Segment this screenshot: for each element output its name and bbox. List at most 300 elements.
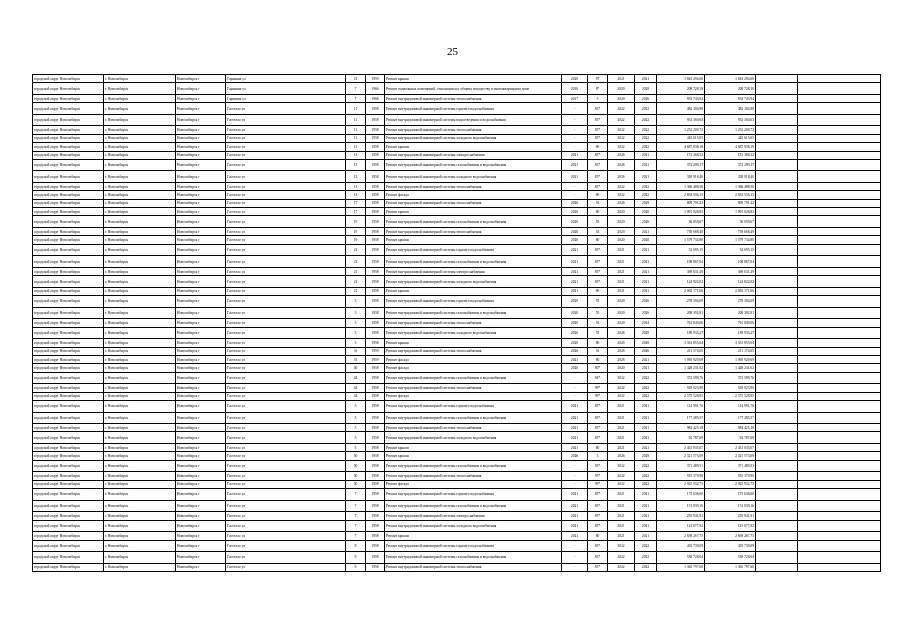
empty-cell	[756, 480, 798, 488]
empty-cell	[798, 296, 881, 308]
plan-end-year-cell: 2021	[635, 355, 657, 363]
city-cell: Новосибирск г	[176, 372, 226, 384]
house-number-cell: 50	[346, 480, 366, 488]
empty-cell	[798, 103, 881, 115]
street-cell: Гастелло ул	[226, 126, 346, 134]
table-row	[33, 287, 881, 295]
last-repair-year-cell: 2020	[562, 216, 588, 228]
total-cost-cell: 2 321 573,09	[705, 452, 756, 460]
wear-cell: 33	[588, 228, 608, 236]
district-cell: городской округ Новосибирск	[33, 339, 104, 347]
city-cell: Новосибирск г	[176, 199, 226, 207]
house-number-cell: 7	[346, 532, 366, 540]
cost-cell: 124 822,02	[657, 276, 705, 288]
plan-start-year-cell: 2020	[608, 236, 635, 244]
year-built-cell: 1966	[366, 83, 385, 95]
settlement-cell: г. Новосибирск	[104, 452, 176, 460]
wear-cell: 80	[588, 532, 608, 540]
work-type-cell: Ремонт внутридомовой инженерной системы горячего водоснабжения	[385, 244, 562, 256]
street-cell: Гастелло ул	[226, 412, 346, 424]
wear-cell: 85*	[588, 244, 608, 256]
empty-cell	[798, 114, 881, 126]
plan-start-year-cell: 2020	[608, 83, 635, 95]
cost-cell: 52 695,15	[657, 244, 705, 256]
empty-cell	[798, 540, 881, 552]
district-cell: городской округ Новосибирск	[33, 392, 104, 400]
plan-start-year-cell: 2021	[608, 276, 635, 288]
year-built-cell: 1958	[366, 540, 385, 552]
district-cell: городской округ Новосибирск	[33, 460, 104, 472]
wear-cell: 80	[588, 143, 608, 151]
plan-start-year-cell: 2021	[608, 512, 635, 520]
street-cell: Гастелло ул	[226, 364, 346, 372]
plan-end-year-cell: 2022	[635, 552, 657, 564]
last-repair-year-cell: 2020	[562, 307, 588, 319]
table-body	[33, 75, 881, 572]
plan-start-year-cell: 2022	[608, 460, 635, 472]
table-row	[33, 83, 881, 95]
empty-cell	[798, 452, 881, 460]
street-cell: Гастелло ул	[226, 103, 346, 115]
plan-start-year-cell: 2022	[608, 563, 635, 571]
wear-cell: 80	[588, 339, 608, 347]
district-cell: городской округ Новосибирск	[33, 94, 104, 102]
street-cell: Гастелло ул	[226, 287, 346, 295]
district-cell: городской округ Новосибирск	[33, 540, 104, 552]
wear-cell: 80	[588, 287, 608, 295]
work-type-cell: Ремонт внутридомовой инженерной системы теплоснабжения	[385, 228, 562, 236]
house-number-cell: 44	[346, 372, 366, 384]
empty-cell	[798, 208, 881, 216]
street-cell: Гастелло ул	[226, 392, 346, 400]
house-number-cell: 17	[346, 208, 366, 216]
wear-cell: 80*	[588, 364, 608, 372]
last-repair-year-cell: 2016	[562, 83, 588, 95]
empty-cell	[756, 319, 798, 327]
city-cell: Новосибирск г	[176, 540, 226, 552]
empty-cell	[756, 228, 798, 236]
work-type-cell: Ремонт внутридомовой инженерной системы газоснабжения и водоснабжения	[385, 372, 562, 384]
wear-cell: 80	[588, 355, 608, 363]
cost-cell: 1 252 200,72	[657, 126, 705, 134]
year-built-cell: 1958	[366, 512, 385, 520]
table-row	[33, 520, 881, 532]
total-cost-cell: 4 687 938,18	[705, 143, 756, 151]
wear-cell: 80	[588, 208, 608, 216]
wear-cell: 85*	[588, 500, 608, 512]
settlement-cell: г. Новосибирск	[104, 424, 176, 432]
wear-cell: 85*	[588, 151, 608, 159]
last-repair-year-cell: -	[562, 540, 588, 552]
street-cell: Гастелло ул	[226, 432, 346, 444]
last-repair-year-cell: 2020	[562, 75, 588, 83]
total-cost-cell: 2 431 035,07	[705, 444, 756, 452]
cost-cell: 172 368,32	[657, 151, 705, 159]
plan-end-year-cell: 2022	[635, 134, 657, 142]
year-built-cell: 1958	[366, 489, 385, 501]
plan-start-year-cell: 2022	[608, 372, 635, 384]
plan-start-year-cell: 2026	[608, 159, 635, 171]
district-cell: городской округ Новосибирск	[33, 384, 104, 392]
settlement-cell: г. Новосибирск	[104, 355, 176, 363]
empty-cell	[798, 347, 881, 355]
empty-cell	[798, 171, 881, 183]
page-number: 25	[447, 46, 458, 58]
plan-start-year-cell: 2021	[608, 444, 635, 452]
plan-end-year-cell: 2021	[635, 75, 657, 83]
empty-cell	[798, 307, 881, 319]
table-row	[33, 143, 881, 151]
plan-end-year-cell: 2021	[635, 159, 657, 171]
year-built-cell: 1958	[366, 452, 385, 460]
work-type-cell: Ремонт внутридомовой инженерной системы теплоснабжения	[385, 183, 562, 191]
house-number-cell: 7	[346, 500, 366, 512]
cost-cell: 1 579 734,80	[657, 236, 705, 244]
empty-cell	[756, 412, 798, 424]
city-cell: Новосибирск г	[176, 319, 226, 327]
empty-cell	[798, 327, 881, 339]
empty-cell	[798, 94, 881, 102]
empty-cell	[798, 412, 881, 424]
year-built-cell: 1958	[366, 199, 385, 207]
settlement-cell: г. Новосибирск	[104, 307, 176, 319]
district-cell: городской округ Новосибирск	[33, 480, 104, 488]
street-cell: Гастелло ул	[226, 327, 346, 339]
total-cost-cell: 1 252 200,72	[705, 126, 756, 134]
year-built-cell: 1958	[366, 384, 385, 392]
cost-cell: 121 077,92	[657, 520, 705, 532]
last-repair-year-cell: -	[562, 384, 588, 392]
empty-cell	[798, 236, 881, 244]
plan-end-year-cell: 2021	[635, 287, 657, 295]
empty-cell	[798, 552, 881, 564]
district-cell: городской округ Новосибирск	[33, 276, 104, 288]
empty-cell	[798, 159, 881, 171]
total-cost-cell: 52 695,15	[705, 244, 756, 256]
empty-cell	[798, 83, 881, 95]
street-cell: Гастелло ул	[226, 236, 346, 244]
empty-cell	[798, 372, 881, 384]
city-cell: Новосибирск г	[176, 183, 226, 191]
street-cell: Гастелло ул	[226, 319, 346, 327]
street-cell: Гастелло ул	[226, 134, 346, 142]
city-cell: Новосибирск г	[176, 552, 226, 564]
empty-cell	[798, 126, 881, 134]
plan-start-year-cell: 2021	[608, 75, 635, 83]
settlement-cell: г. Новосибирск	[104, 347, 176, 355]
street-cell: Гастелло ул	[226, 372, 346, 384]
cost-cell: 1 365 797,60	[657, 563, 705, 571]
empty-cell	[756, 216, 798, 228]
house-number-cell: 50	[346, 452, 366, 460]
last-repair-year-cell: 2021	[562, 287, 588, 295]
last-repair-year-cell: 2020	[562, 364, 588, 372]
street-cell: Гастелло ул	[226, 159, 346, 171]
last-repair-year-cell: -	[562, 552, 588, 564]
empty-cell	[756, 287, 798, 295]
last-repair-year-cell: 2020	[562, 228, 588, 236]
settlement-cell: г. Новосибирск	[104, 480, 176, 488]
cost-cell: 2 853 556,13	[657, 191, 705, 199]
plan-start-year-cell: 2020	[608, 364, 635, 372]
year-built-cell: 1958	[366, 244, 385, 256]
last-repair-year-cell: 2017	[562, 94, 588, 102]
table-row	[33, 424, 881, 432]
work-type-cell: Ремонт крыши	[385, 143, 562, 151]
last-repair-year-cell: -	[562, 143, 588, 151]
settlement-cell: г. Новосибирск	[104, 159, 176, 171]
cost-cell: 761 849,06	[657, 319, 705, 327]
empty-cell	[756, 114, 798, 126]
city-cell: Новосибирск г	[176, 216, 226, 228]
cost-cell: 211 174,65	[657, 347, 705, 355]
work-type-cell: Ремонт фасада	[385, 191, 562, 199]
table-row	[33, 339, 881, 347]
total-cost-cell: 1 095 929,69	[705, 355, 756, 363]
empty-cell	[798, 489, 881, 501]
plan-end-year-cell: 2020	[635, 83, 657, 95]
year-built-cell: 1958	[366, 183, 385, 191]
plan-end-year-cell: 2021	[635, 276, 657, 288]
wear-cell: 55	[588, 307, 608, 319]
total-cost-cell: 435 739,09	[705, 540, 756, 552]
district-cell: городской округ Новосибирск	[33, 159, 104, 171]
plan-start-year-cell: 2026	[608, 452, 635, 460]
table-row	[33, 159, 881, 171]
empty-cell	[798, 75, 881, 83]
empty-cell	[756, 512, 798, 520]
district-cell: городской округ Новосибирск	[33, 183, 104, 191]
cost-cell: 918 023,90	[657, 384, 705, 392]
total-cost-cell: 3 331 855,64	[705, 339, 756, 347]
year-built-cell: 1959	[366, 355, 385, 363]
plan-start-year-cell: 2022	[608, 103, 635, 115]
empty-cell	[756, 432, 798, 444]
empty-cell	[756, 460, 798, 472]
year-built-cell: 1958	[366, 228, 385, 236]
plan-end-year-cell: 2021	[635, 364, 657, 372]
table-row	[33, 372, 881, 384]
wear-cell: 85*	[588, 126, 608, 134]
work-type-cell: Ремонт внутридомовой инженерной системы холодного водоснабжения	[385, 327, 562, 339]
wear-cell: 85*	[588, 159, 608, 171]
plan-end-year-cell: 2026	[635, 296, 657, 308]
table-row	[33, 480, 881, 488]
district-cell: городской округ Новосибирск	[33, 75, 104, 83]
year-built-cell: 1958	[366, 143, 385, 151]
house-number-cell: 50	[346, 472, 366, 480]
plan-end-year-cell: 2021	[635, 444, 657, 452]
cost-cell: 739 668,49	[657, 228, 705, 236]
cost-cell: 3 331 855,64	[657, 339, 705, 347]
city-cell: Новосибирск г	[176, 532, 226, 540]
year-built-cell: 1958	[366, 208, 385, 216]
last-repair-year-cell: -	[562, 183, 588, 191]
cost-cell: 369 631,49	[657, 267, 705, 275]
empty-cell	[798, 355, 881, 363]
work-type-cell: Ремонт внутридомовой инженерной системы теплоснабжения	[385, 199, 562, 207]
table-row	[33, 563, 881, 571]
total-cost-cell: 121 077,92	[705, 520, 756, 532]
plan-end-year-cell: 2029	[635, 327, 657, 339]
empty-cell	[756, 75, 798, 83]
house-number-cell: 17	[346, 199, 366, 207]
year-built-cell: 1958	[366, 216, 385, 228]
last-repair-year-cell: 2026	[562, 452, 588, 460]
settlement-cell: г. Новосибирск	[104, 183, 176, 191]
year-built-cell: 1958	[366, 500, 385, 512]
house-number-cell: 7	[346, 520, 366, 532]
plan-start-year-cell: 2022	[608, 143, 635, 151]
table-row	[33, 472, 881, 480]
wear-cell: 85*	[588, 424, 608, 432]
house-number-cell: 11	[346, 103, 366, 115]
total-cost-cell: 372 299,17	[705, 159, 756, 171]
settlement-cell: г. Новосибирск	[104, 327, 176, 339]
city-cell: Новосибирск г	[176, 400, 226, 412]
wear-cell: 85*	[588, 520, 608, 532]
house-number-cell: 44	[346, 392, 366, 400]
house-number-cell: 31	[346, 347, 366, 355]
empty-cell	[798, 563, 881, 571]
plan-start-year-cell: 2022	[608, 540, 635, 552]
table-row	[33, 307, 881, 319]
settlement-cell: г. Новосибирск	[104, 83, 176, 95]
total-cost-cell: 208 728,18	[705, 83, 756, 95]
settlement-cell: г. Новосибирск	[104, 372, 176, 384]
plan-end-year-cell: 2021	[635, 228, 657, 236]
house-number-cell: 21	[346, 244, 366, 256]
year-built-cell: 1958	[366, 412, 385, 424]
street-cell: Гастелло ул	[226, 199, 346, 207]
street-cell: Гастелло ул	[226, 256, 346, 268]
table-row	[33, 103, 881, 115]
street-cell: Гастелло ул	[226, 171, 346, 183]
table-row	[33, 444, 881, 452]
city-cell: Новосибирск г	[176, 500, 226, 512]
table-row	[33, 126, 881, 134]
plan-end-year-cell: 2022	[635, 103, 657, 115]
work-type-cell: Ремонт внутридомовой инженерной системы газоснабжения и водоснабжения	[385, 256, 562, 268]
street-cell: Гастелло ул	[226, 276, 346, 288]
last-repair-year-cell: 2021	[562, 171, 588, 183]
district-cell: городской округ Новосибирск	[33, 134, 104, 142]
work-type-cell: Ремонт крыши	[385, 236, 562, 244]
city-cell: Новосибирск г	[176, 347, 226, 355]
empty-cell	[756, 183, 798, 191]
empty-cell	[798, 480, 881, 488]
plan-end-year-cell: 2020	[635, 339, 657, 347]
work-type-cell: Ремонт внутридомовой инженерной системы газоснабжения и водоснабжения	[385, 460, 562, 472]
house-number-cell: 5	[346, 400, 366, 412]
house-number-cell: 13	[346, 191, 366, 199]
total-cost-cell: 177 285,57	[705, 412, 756, 424]
work-type-cell: Ремонт внутридомовой инженерной системы теплоснабжения	[385, 563, 562, 571]
empty-cell	[756, 520, 798, 532]
work-type-cell: Ремонт фасада	[385, 355, 562, 363]
last-repair-year-cell: 2026	[562, 347, 588, 355]
total-cost-cell: 761 849,06	[705, 319, 756, 327]
total-cost-cell: 1 428 231,02	[705, 364, 756, 372]
plan-end-year-cell: 2022	[635, 126, 657, 134]
table-row	[33, 500, 881, 512]
table-row	[33, 208, 881, 216]
house-number-cell: 21	[346, 267, 366, 275]
plan-start-year-cell: 2021	[608, 244, 635, 256]
total-cost-cell: 2 575 528,95	[705, 392, 756, 400]
year-built-cell: 1958	[366, 159, 385, 171]
empty-cell	[798, 424, 881, 432]
cost-cell: 933 360,63	[657, 114, 705, 126]
settlement-cell: г. Новосибирск	[104, 339, 176, 347]
total-cost-cell: 538 728,64	[705, 552, 756, 564]
work-type-cell: Ремонт внутридомовой инженерной системы электроснабжения	[385, 267, 562, 275]
plan-start-year-cell: 2022	[608, 114, 635, 126]
wear-cell: 85*	[588, 489, 608, 501]
total-cost-cell: 1 843 294,66	[705, 75, 756, 83]
wear-cell: 95*	[588, 460, 608, 472]
settlement-cell: г. Новосибирск	[104, 75, 176, 83]
plan-start-year-cell: 2022	[608, 134, 635, 142]
wear-cell: 80	[588, 236, 608, 244]
last-repair-year-cell: 2021	[562, 432, 588, 444]
year-built-cell: 1958	[366, 307, 385, 319]
work-type-cell: Ремонт внутридомовой инженерной системы холодного водоснабжения	[385, 432, 562, 444]
house-number-cell: 3	[346, 319, 366, 327]
table-row	[33, 228, 881, 236]
settlement-cell: г. Новосибирск	[104, 94, 176, 102]
work-type-cell: Ремонт фасада	[385, 364, 562, 372]
district-cell: городской округ Новосибирск	[33, 432, 104, 444]
street-cell: Гастелло ул	[226, 296, 346, 308]
work-type-cell: Ремонт внутридомовой инженерной системы электроснабжения	[385, 512, 562, 520]
last-repair-year-cell: -	[562, 372, 588, 384]
empty-cell	[798, 392, 881, 400]
empty-cell	[798, 287, 881, 295]
cost-cell: 4 687 938,18	[657, 143, 705, 151]
settlement-cell: г. Новосибирск	[104, 208, 176, 216]
total-cost-cell: 208 392,81	[705, 307, 756, 319]
plan-start-year-cell: 2021	[608, 500, 635, 512]
empty-cell	[756, 452, 798, 460]
plan-start-year-cell: 2021	[608, 424, 635, 432]
city-cell: Новосибирск г	[176, 460, 226, 472]
table-row	[33, 199, 881, 207]
year-built-cell: 1958	[366, 424, 385, 432]
cost-cell: 482 304,98	[657, 103, 705, 115]
wear-cell: 85*	[588, 400, 608, 412]
district-cell: городской округ Новосибирск	[33, 143, 104, 151]
last-repair-year-cell: 2021	[562, 355, 588, 363]
total-cost-cell: 211 174,65	[705, 347, 756, 355]
settlement-cell: г. Новосибирск	[104, 512, 176, 520]
year-built-cell: 1958	[366, 236, 385, 244]
settlement-cell: г. Новосибирск	[104, 191, 176, 199]
wear-cell: 85*	[588, 267, 608, 275]
plan-start-year-cell: 2021	[608, 287, 635, 295]
last-repair-year-cell: -	[562, 392, 588, 400]
empty-cell	[798, 384, 881, 392]
district-cell: городской округ Новосибирск	[33, 552, 104, 564]
house-number-cell: 21	[346, 256, 366, 268]
district-cell: городской округ Новосибирск	[33, 355, 104, 363]
city-cell: Новосибирск г	[176, 143, 226, 151]
empty-cell	[798, 444, 881, 452]
wear-cell: 95*	[588, 472, 608, 480]
empty-cell	[756, 532, 798, 540]
last-repair-year-cell: -	[562, 480, 588, 488]
street-cell: Гастелло ул	[226, 552, 346, 564]
